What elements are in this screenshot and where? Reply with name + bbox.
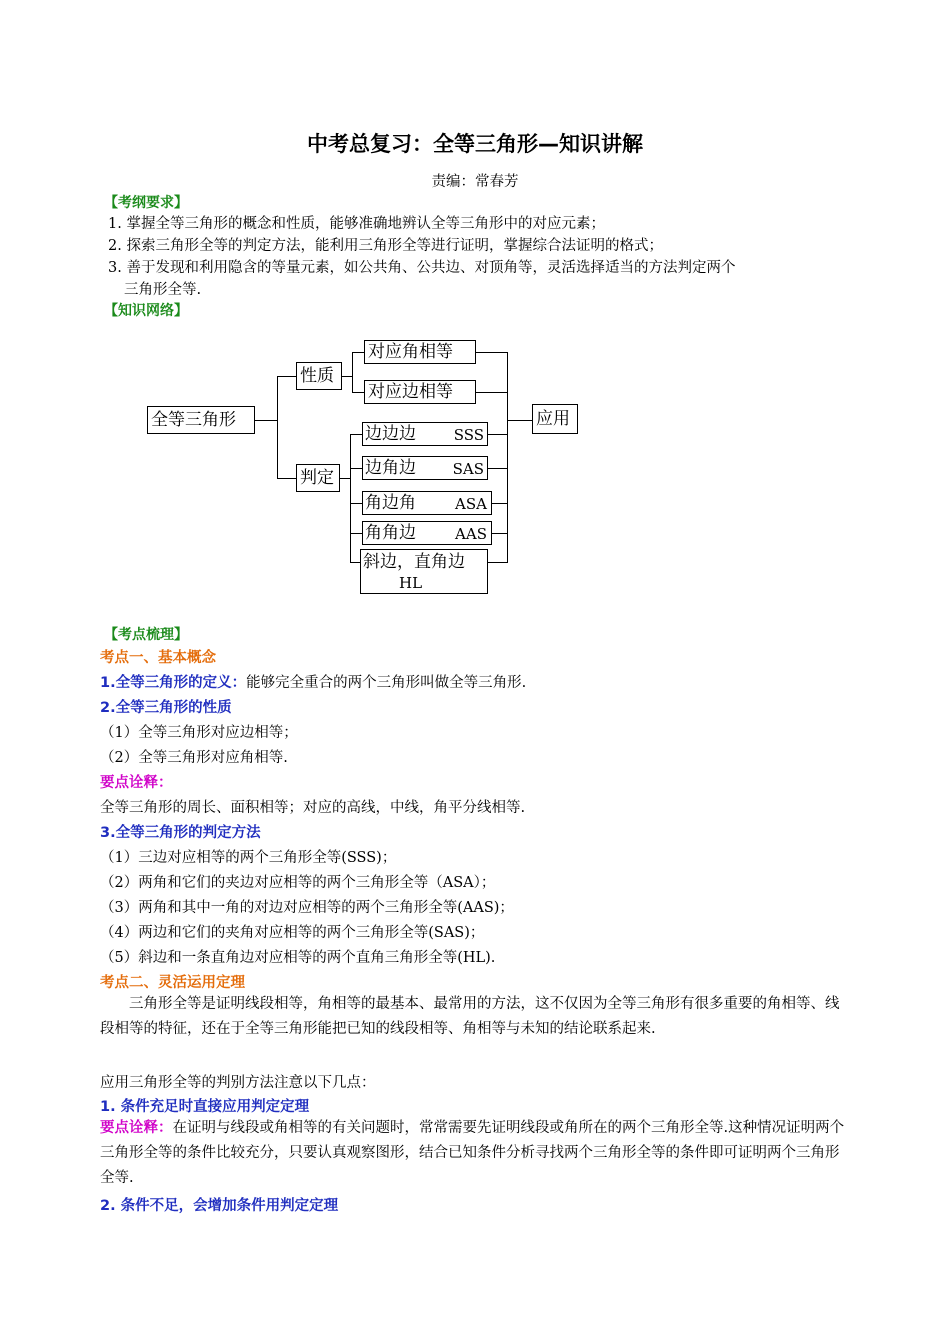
node-property: 性质 [296, 362, 342, 390]
judge-item-1: （1）三边对应相等的两个三角形全等(SSS)； [100, 850, 397, 866]
note1-text: 全等三角形的周长、面积相等；对应的高线，中线，角平分线相等. [100, 800, 526, 816]
property-item-2: （2）全等三角形对应角相等. [100, 750, 288, 766]
review-heading: 【考点梳理】 [104, 627, 188, 643]
definition-line: 1.全等三角形的定义：能够完全重合的两个三角形叫做全等三角形. [100, 675, 527, 691]
judge-item-4: （4）两边和它们的夹角对应相等的两个三角形全等(SAS)； [100, 925, 485, 941]
syllabus-item-3: 3. 善于发现和利用隐含的等量元素，如公共角、公共边、对顶角等，灵活选择适当的方法判定两个 [108, 260, 736, 276]
syllabus-item-3-cont: 三角形全等. [124, 282, 202, 298]
syllabus-item-1: 1. 掌握全等三角形的概念和性质，能够准确地辨认全等三角形中的对应元素； [108, 216, 605, 232]
node-method-hl: 斜边，直角边 HL [360, 549, 488, 594]
node-root: 全等三角形 [147, 406, 255, 434]
syllabus-heading: 【考纲要求】 [104, 195, 188, 211]
node-method-aas: 角角边 AAS [362, 521, 492, 545]
condition-1-heading: 1. 条件充足时直接应用判定定理 [100, 1099, 310, 1115]
judge-item-2: （2）两角和它们的夹边对应相等的两个三角形全等（ASA）； [100, 875, 496, 891]
editor-line: 责编：常春芳 [431, 174, 519, 190]
note1-label: 要点诠释： [100, 775, 173, 791]
judge-item-3: （3）两角和其中一角的对边对应相等的两个三角形全等(AAS)； [100, 900, 514, 916]
judge-heading: 3.全等三角形的判定方法 [100, 825, 261, 841]
property-heading: 2.全等三角形的性质 [100, 700, 232, 716]
node-judge: 判定 [296, 464, 340, 492]
point2-paragraph: 三角形全等是证明线段相等，角相等的最基本、最常用的方法，这不仅因为全等三角形有很多重要的角相等、线段相等的特征，还在于全等三角形能把已知的线段相等、角相等与未知的结论联系起来. [100, 996, 840, 1037]
page-title: 中考总复习：全等三角形—知识讲解 [307, 132, 643, 156]
property-item-1: （1）全等三角形对应边相等； [100, 725, 298, 741]
node-prop-side: 对应边相等 [364, 380, 476, 404]
judge-item-5: （5）斜边和一条直角边对应相等的两个直角三角形全等(HL). [100, 950, 496, 966]
network-heading: 【知识网络】 [104, 303, 188, 319]
note2-paragraph: 要点诠释：在证明与线段或角相等的有关问题时，常常需要先证明线段或角所在的两个三角形全等.这种情况证明两个三角形全等的条件比较充分，只要认真观察图形，结合已知条件分析寻找两个三角形全等的条件即可证明两个三角形全等. [100, 1120, 845, 1186]
node-method-sas: 边角边 SAS [362, 456, 488, 480]
point2-heading: 考点二、灵活运用定理 [100, 975, 245, 991]
node-application: 应用 [532, 404, 578, 434]
point2-intro: 应用三角形全等的判别方法注意以下几点： [100, 1075, 376, 1091]
node-prop-angle: 对应角相等 [364, 340, 476, 364]
syllabus-item-2: 2. 探索三角形全等的判定方法，能利用三角形全等进行证明，掌握综合法证明的格式； [108, 238, 663, 254]
point1-heading: 考点一、基本概念 [100, 650, 216, 666]
condition-2-heading: 2. 条件不足，会增加条件用判定定理 [100, 1198, 339, 1214]
node-method-sss: 边边边 SSS [362, 422, 488, 446]
node-method-asa: 角边角 ASA [362, 491, 492, 515]
